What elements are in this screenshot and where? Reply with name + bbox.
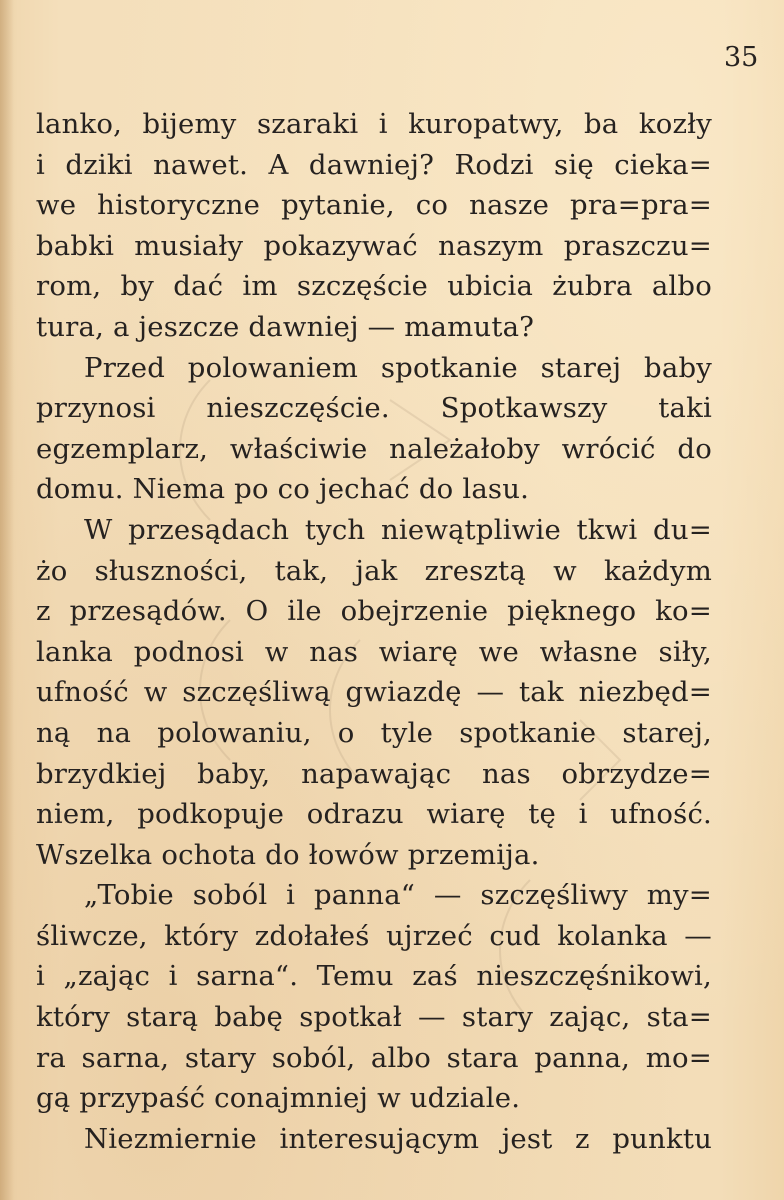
page-gutter-shadow [0, 0, 14, 1200]
text-line: babki musiały pokazywać naszym praszczu= [36, 229, 712, 262]
text-line: „Tobie soból i panna“ — szczęśliwy my= [84, 879, 712, 912]
text-line: we historyczne pytanie, co nasze pra=pra= [36, 189, 712, 222]
text-line: Niezmiernie interesującym jest z punktu [84, 1122, 712, 1155]
text-line: niem, podkopuje odrazu wiarę tę i ufność. [36, 798, 712, 831]
text-line: tura, a jeszcze dawniej — mamuta? [36, 310, 535, 343]
text-line: i dziki nawet. A dawniej? Rodzi się cieka= [36, 148, 712, 181]
text-line: egzemplarz, właściwie należałoby wrócić do [36, 432, 712, 465]
text-line: brzydkiej baby, napawając nas obrzydze= [36, 757, 712, 790]
text-line: lanka podnosi w nas wiarę we własne siły, [36, 635, 712, 668]
text-line: Wszelka ochota do łowów przemija. [36, 838, 540, 871]
text-line: domu. Niema po co jechać do lasu. [36, 473, 530, 506]
page-body-text [36, 104, 712, 1159]
text-line: Przed polowaniem spotkanie starej baby [84, 351, 712, 384]
text-line: z przesądów. O ile obejrzenie pięknego ko= [36, 595, 712, 628]
text-line: lanko, bijemy szaraki i kuropatwy, ba kozły [36, 108, 712, 140]
text-line: W przesądach tych niewątpliwie tkwi du= [84, 513, 712, 546]
text-line: przynosi nieszczęście. Spotkawszy taki [36, 392, 712, 425]
page-number: 35 [724, 42, 759, 73]
text-line: rom, by dać im szczęście ubicia żubra albo [36, 270, 712, 303]
text-line: ufność w szczęśliwą gwiazdę — tak niezbęd= [36, 676, 712, 709]
text-line: gą przypaść conajmniej w udziale. [36, 1082, 521, 1115]
text-line: ra sarna, stary soból, albo stara panna, mo= [36, 1041, 712, 1074]
text-line: żo słuszności, tak, jak zresztą w każdym [36, 554, 712, 587]
text-line: śliwcze, który zdołałeś ujrzeć cud kolanka — [36, 919, 712, 952]
text-line: który starą babę spotkał — stary zając, sta= [36, 1001, 712, 1034]
text-line: ną na polowaniu, o tyle spotkanie starej, [36, 716, 712, 749]
text-line: i „zając i sarna“. Temu zaś nieszczęśnikowi, [36, 960, 712, 993]
